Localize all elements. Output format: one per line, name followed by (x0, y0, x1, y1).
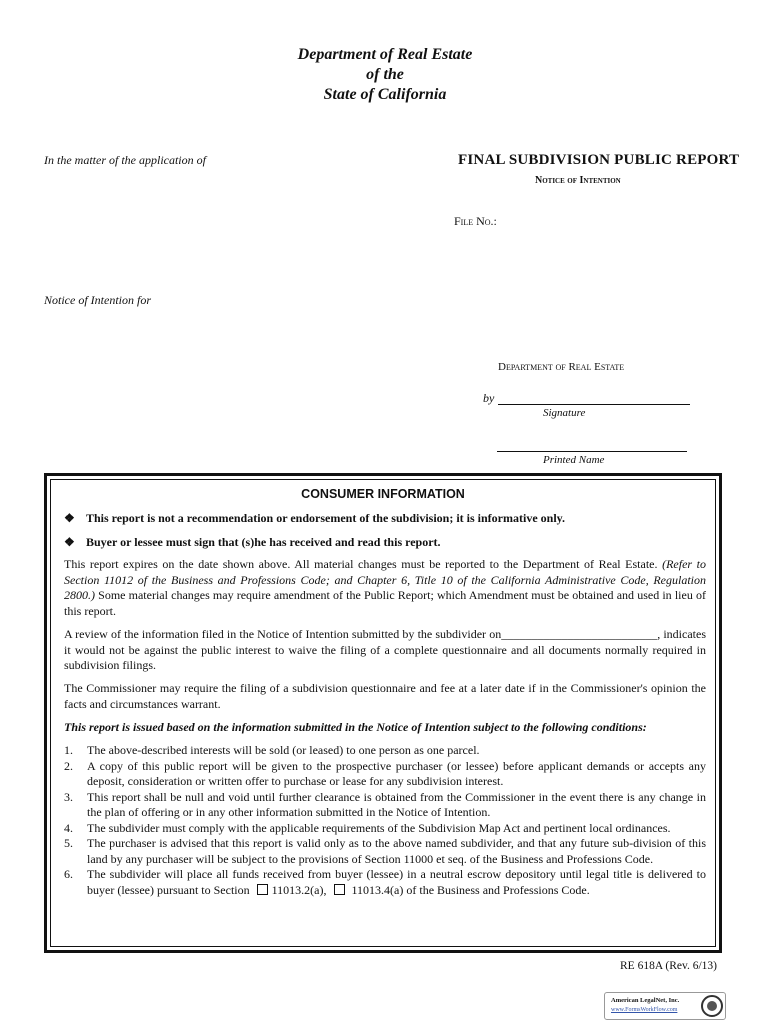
signature-label: Signature (543, 407, 586, 419)
publisher-logo-icon (701, 995, 723, 1017)
signature-line[interactable] (498, 404, 690, 405)
expiration-paragraph: This report expires on the date shown above. All material changes must be reported to the Department of Real Estate. (Refer to Section 11012 of the Business and Professions Code; and Chapter 6, Title 10 of the California Administrative Code, Regulation 2800.) Some material changes may require amendment of the Public Report; which Amendment must be obtained and used in lieu of this report. (64, 557, 706, 618)
department-label: Department of Real Estate (498, 361, 625, 373)
by-label: by (483, 391, 495, 405)
header-line-3: State of California (323, 86, 447, 103)
bullet-item: ❖ Buyer or lessee must sign that (s)he has received and read this report. (64, 535, 441, 549)
file-number-label: File No.: (454, 214, 497, 228)
diamond-bullet-icon: ❖ (64, 511, 75, 525)
form-number: RE 618A (Rev. 6/13) (620, 960, 717, 972)
condition-item: 3. This report shall be null and void until further clearance is obtained from the Commissioner in the event there is any change in the plan of offering or in any other information submitted in the Notice of Intention. (64, 789, 706, 819)
header-line-2: of the (366, 66, 404, 83)
condition-item: 4. The subdivider must comply with the applicable requirements of the Subdivision Map Act and pertinent local ordinances. (64, 820, 671, 835)
diamond-bullet-icon: ❖ (64, 535, 75, 549)
agency-header (0, 45, 770, 105)
printed-name-label: Printed Name (543, 454, 605, 466)
checkbox-11013-4a[interactable] (334, 884, 345, 895)
consumer-info-title: CONSUMER INFORMATION (301, 487, 465, 501)
header-line-1: Department of Real Estate (297, 46, 473, 63)
condition-item: 6. The subdivider will place all funds received from buyer (lessee) in a neutral escrow depository until legal title is delivered to buyer (lessee) pursuant to Section 11013.2(a), 11013.4(a) of the Business and Professions Code. (64, 867, 706, 897)
condition-item: 5. The purchaser is advised that this report is valid only as to the above named subdivider, and that any future sub-division of this land by any purchaser will be subject to the provisions of Section 11000 et seq. of the Business and Professions Code. (64, 836, 706, 866)
matter-label: In the matter of the application of (44, 153, 206, 167)
checkbox-11013-2a[interactable] (257, 884, 268, 895)
report-subtitle: Notice of Intention (535, 175, 621, 186)
publisher-stamp (604, 992, 726, 1020)
bullet-item: ❖ This report is not a recommendation or endorsement of the subdivision; it is informative only. (64, 511, 566, 525)
publisher-name: American LegalNet, Inc. (611, 997, 680, 1004)
printed-name-line[interactable] (497, 451, 687, 452)
publisher-link[interactable]: www.FormsWorkFlow.com (611, 1007, 678, 1013)
condition-item: 1. The above-described interests will be sold (or leased) to one person as one parcel. (64, 743, 480, 757)
commissioner-paragraph: The Commissioner may require the filing of a subdivision questionnaire and fee at a later date if in the Commissioner's opinion the facts and circumstances warrant. (64, 681, 706, 711)
conditions-heading: This report is issued based on the information submitted in the Notice of Intention subject to the following conditions: (64, 720, 647, 734)
condition-item: 2. A copy of this public report will be given to the prospective purchaser (or lessee) before applicant demands or accepts any deposit, consideration or written offer to purchase or lease for any subdivision interest. (64, 758, 706, 788)
review-paragraph: A review of the information filed in the Notice of Intention submitted by the subdivider on__________________________, indicates it would not be against the public interest to waive the filing of a complete questionnaire and all documents normally required in subdivision filings. (64, 627, 706, 672)
conditions-list (64, 743, 706, 898)
notice-of-intention-label: Notice of Intention for (44, 293, 151, 307)
report-title: FINAL SUBDIVISION PUBLIC REPORT (458, 152, 740, 168)
